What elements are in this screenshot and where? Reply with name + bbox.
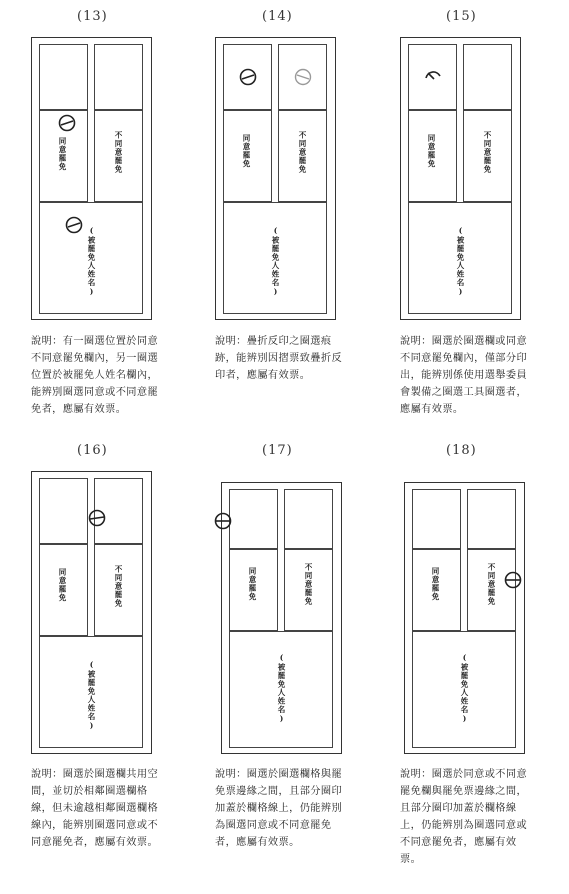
circle-box-agree: [39, 478, 88, 544]
name-label: (被罷免人姓名): [277, 653, 286, 724]
name-label: (被罷免人姓名): [271, 226, 280, 297]
agree-label: 同意罷免: [431, 567, 440, 601]
name-label: (被罷免人姓名): [87, 226, 96, 297]
ballot-paper: [221, 482, 342, 754]
stamp-mark-icon: [65, 216, 83, 234]
item-description: 說明：圈選於同意或不同意罷免欄與罷免票邊緣之間，且部分圈印加蓋於欄格線上，仍能辨別為圈選同意或不同意罷免者，應屬有效票。: [400, 769, 528, 865]
circle-box-disagree: [467, 489, 516, 549]
name-label: (被罷免人姓名): [460, 653, 469, 724]
item-number: (17): [262, 443, 293, 458]
name-label: (被罷免人姓名): [87, 660, 96, 731]
agree-label: 同意罷免: [58, 137, 67, 171]
stamp-mark-icon: [88, 509, 106, 527]
ballot-paper: [400, 37, 521, 320]
item-description: 說明：圈選於圈選欄格與罷免票邊緣之間，且部分圈印加蓋於欄格線上，仍能辨別為圈選同意或不同意罷免者，應屬有效票。: [215, 769, 343, 848]
ballot-paper: [31, 471, 152, 754]
agree-label: 同意罷免: [242, 134, 251, 168]
item-number: (18): [446, 443, 477, 458]
stamp-mark-icon: [214, 512, 232, 530]
ballot-paper: [404, 482, 525, 754]
circle-box-agree: [39, 44, 88, 110]
agree-label: 同意罷免: [427, 134, 436, 168]
disagree-label: 不同意罷免: [114, 565, 123, 608]
circle-box-disagree: [284, 489, 333, 549]
ballot-paper: [215, 37, 336, 320]
item-number: (16): [77, 443, 108, 458]
circle-box-agree: [229, 489, 278, 549]
circle-box-disagree: [94, 44, 143, 110]
disagree-label: 不同意罷免: [483, 131, 492, 174]
disagree-label: 不同意罷免: [114, 131, 123, 174]
ballot-paper: [31, 37, 152, 320]
circle-box-agree: [412, 489, 461, 549]
name-label: (被罷免人姓名): [456, 226, 465, 297]
stamp-mark-icon: [239, 68, 257, 86]
agree-label: 同意罷免: [248, 567, 257, 601]
item-description: 說明：有一圈選位置於同意不同意罷免欄內，另一圈選位置於被罷免人姓名欄內，能辨別圈選同意或不同意罷免者，應屬有效票。: [31, 336, 159, 415]
partial-stamp-icon: [424, 67, 442, 85]
item-number: (15): [446, 9, 477, 24]
item-description: 說明：圈選於圈選欄共用空間，並切於相鄰圈選欄格線，但未逾越相鄰圈選欄格線內，能辨別圈選同意或不同意罷免者，應屬有效票。: [31, 769, 159, 848]
item-number: (13): [77, 9, 108, 24]
circle-box-disagree: [463, 44, 512, 110]
disagree-label: 不同意罷免: [298, 131, 307, 174]
stamp-mark-icon: [58, 114, 76, 132]
item-description: 說明：圈選於圈選欄或同意不同意罷免欄內，僅部分印出，能辨別係使用選舉委員會製備之圈選工具圈選者，應屬有效票。: [400, 336, 528, 415]
reverse-imprint-icon: [294, 68, 312, 86]
item-description: 說明：疊折反印之圈選痕跡，能辨別因摺票致疊折反印者，應屬有效票。: [215, 336, 343, 381]
stamp-mark-icon: [504, 571, 522, 589]
disagree-label: 不同意罷免: [304, 563, 313, 606]
agree-label: 同意罷免: [58, 568, 67, 602]
item-number: (14): [262, 9, 293, 24]
disagree-label: 不同意罷免: [487, 563, 496, 606]
